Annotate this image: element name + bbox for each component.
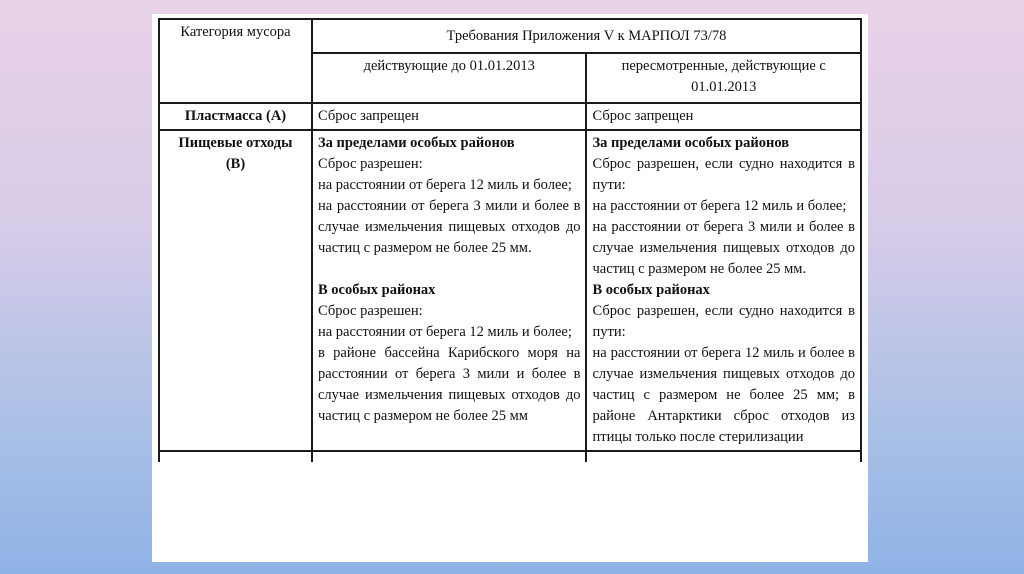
category-food-waste: Пищевые отходы (B)	[159, 130, 312, 451]
table-row-next-partial	[159, 451, 861, 462]
special-areas-heading: В особых районах	[317, 282, 436, 298]
header-revised: пересмотренные, действующие с 01.01.2013	[586, 53, 861, 103]
plastic-revised: Сброс запрещен	[586, 103, 861, 130]
marpol-garbage-table	[158, 18, 862, 462]
table-row-food-waste	[159, 130, 861, 451]
header-requirements: Требования Приложения V к МАРПОЛ 73/78	[312, 19, 861, 53]
special-areas-heading: В особых районах	[592, 282, 710, 298]
header-category: Категория мусора	[159, 19, 312, 103]
table-row-plastic	[159, 103, 861, 130]
table-header-row	[159, 19, 861, 53]
category-plastic: Пластмасса (А)	[159, 103, 312, 130]
header-current: действующие до 01.01.2013	[312, 53, 587, 103]
plastic-current: Сброс запрещен	[312, 103, 587, 130]
outside-special-areas-heading: За пределами особых районов	[592, 135, 790, 151]
food-waste-current: За пределами особых районов Сброс разрешен: на расстоянии от берега 12 миль и более; на расстоянии от берега 3 мили и более в случае измельчения пищевых отходов до частиц с размером не более 25 мм. В особых районах Сброс разрешен: на расстоянии от берега 12 миль и более; в районе бассейна Карибского моря на расстоянии от берега 3 мили и более в случае измельчения пищевых отходов до частиц с размером не более 25 мм	[312, 130, 587, 451]
document-page	[152, 14, 868, 562]
outside-special-areas-heading: За пределами особых районов	[317, 135, 515, 151]
food-waste-revised: За пределами особых районов Сброс разрешен, если судно находится в пути: на расстоянии от берега 12 миль и более; на расстоянии от берега 3 мили и более в случае измельчения пищевых отходов до частиц с размером не более 25 мм. В особых районах Сброс разрешен, если судно находится в пути: на расстоянии от берега 12 миль и более в случае измельчения пищевых отходов до частиц с размером не более 25 мм; в районе Антарктики сброс отходов из птицы только после стерилизации	[586, 130, 861, 451]
